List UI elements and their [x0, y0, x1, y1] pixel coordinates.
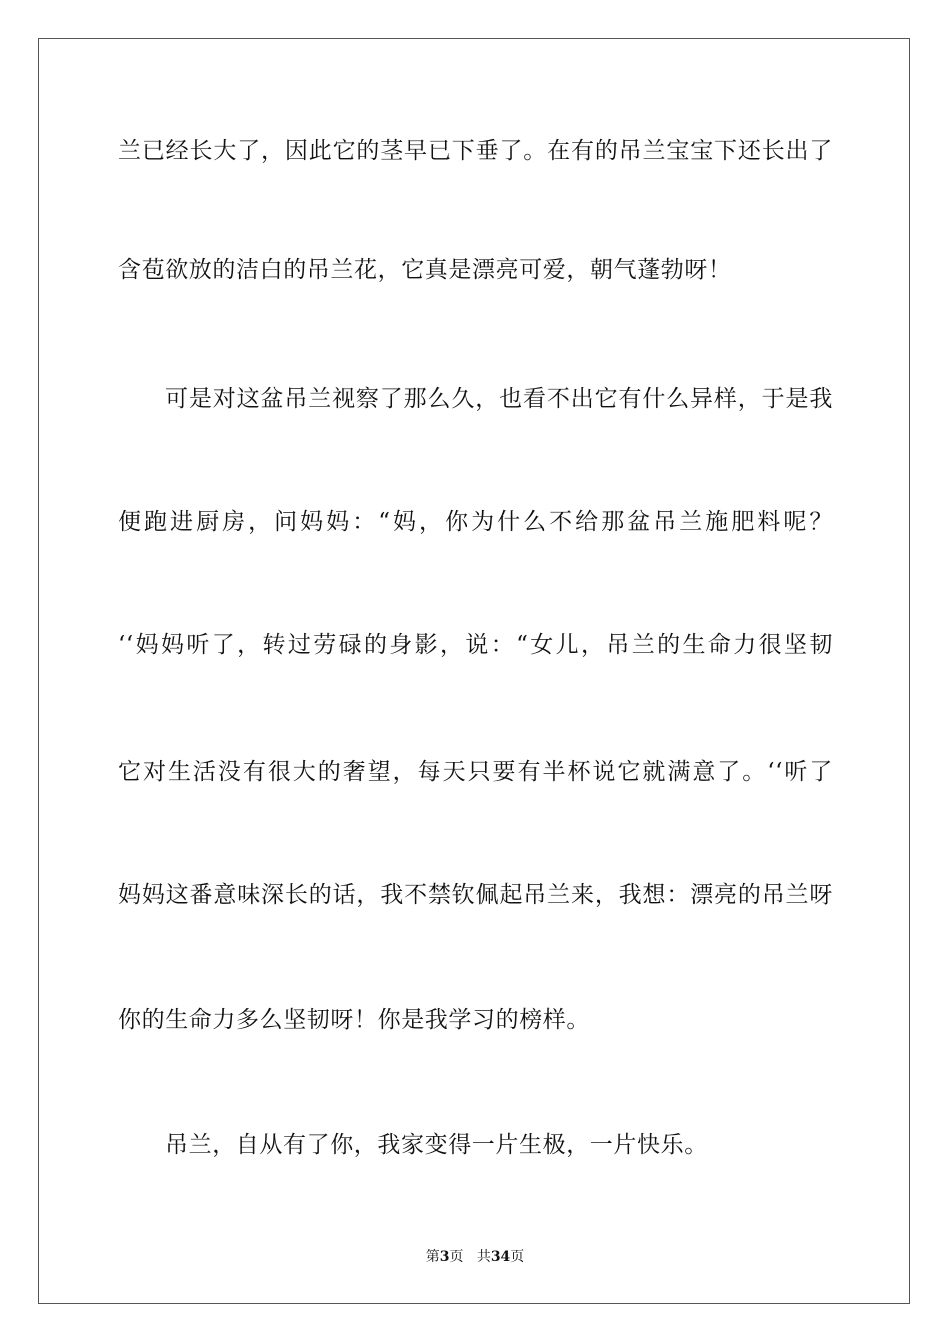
total-prefix: 共: [476, 1249, 491, 1265]
text-line: 含苞欲放的洁白的吊兰花，它真是漂亮可爱，朝气蓬勃呀！: [118, 257, 732, 283]
text-line: 便跑进厨房，问妈妈：“妈，你为什么不给那盆吊兰施肥料呢？: [118, 509, 833, 535]
text-line: 可是对这盆吊兰视察了那么久，也看不出它有什么异样，于是我: [165, 386, 833, 412]
page-number: 3: [439, 1249, 450, 1265]
text-line: 你的生命力多么坚韧呀！你是我学习的榜样。: [118, 1007, 590, 1033]
text-line: 妈妈这番意味深长的话，我不禁钦佩起吊兰来，我想：漂亮的吊兰呀: [118, 882, 833, 908]
text-line: 它对生活没有很大的奢望，每天只要有半杯说它就满意了。‘‘听了: [118, 759, 833, 785]
text-line: 吊兰，自从有了你，我家变得一片生极，一片快乐。: [165, 1132, 708, 1158]
page-suffix: 页: [449, 1249, 464, 1265]
page-footer: [0, 1248, 950, 1266]
total-suffix: 页: [510, 1249, 525, 1265]
text-line: 兰已经长大了，因此它的茎早已下垂了。在有的吊兰宝宝下还长出了: [118, 138, 833, 164]
page-prefix: 第: [425, 1249, 440, 1265]
page-border: [38, 38, 910, 1304]
text-line: ‘‘妈妈听了，转过劳碌的身影，说：“女儿，吊兰的生命力很坚韧: [118, 632, 833, 658]
total-pages: 34: [490, 1249, 511, 1265]
